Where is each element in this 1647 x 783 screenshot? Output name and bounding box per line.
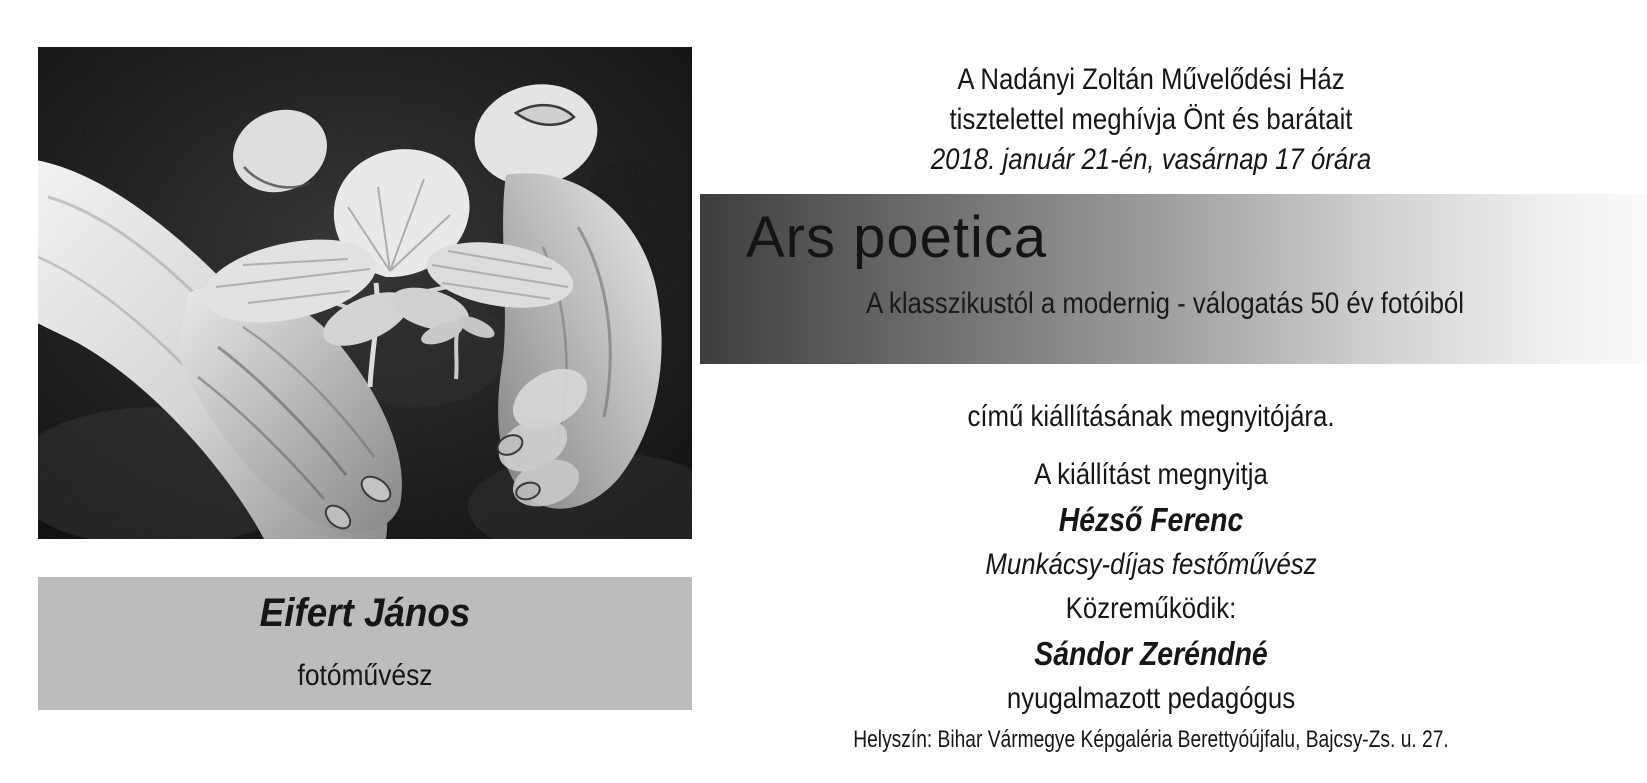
exhibition-title: Ars poetica bbox=[746, 205, 1048, 270]
hands-seedling-photo bbox=[38, 47, 692, 539]
artist-name-box bbox=[38, 577, 692, 710]
host-line: A Nadányi Zoltán Művelődési Ház bbox=[957, 63, 1345, 96]
contributor-label: Közreműködik: bbox=[1065, 592, 1237, 625]
opener-label: A kiállítást megnyitja bbox=[1034, 458, 1268, 491]
title-banner bbox=[700, 194, 1647, 364]
date-line: 2018. január 21-én, vasárnap 17 órára bbox=[930, 143, 1372, 176]
invitation-body bbox=[700, 399, 1602, 755]
exhibition-subtitle: A klasszikustól a modernig - válogatás 50 év fotóiból bbox=[865, 287, 1465, 320]
venue-line: Helyszín: Bihar Vármegye Képgaléria Berettyóújfalu, Bajcsy-Zs. u. 27. bbox=[853, 726, 1449, 753]
artist-title: fotóművész bbox=[297, 659, 433, 692]
invite-line: tisztelettel meghívja Önt és barátait bbox=[949, 103, 1353, 136]
opener-title: Munkácsy-díjas festőművész bbox=[985, 548, 1317, 581]
invitation-header bbox=[700, 60, 1602, 180]
purpose-line: című kiállításának megnyitójára. bbox=[967, 400, 1335, 433]
hands-seedling-photo-svg bbox=[38, 47, 692, 539]
opener-name: Hézső Ferenc bbox=[1058, 501, 1244, 538]
artist-name: Eifert János bbox=[259, 591, 471, 635]
contributor-title: nyugalmazott pedagógus bbox=[1006, 682, 1296, 715]
contributor-name: Sándor Zeréndné bbox=[1034, 635, 1268, 672]
